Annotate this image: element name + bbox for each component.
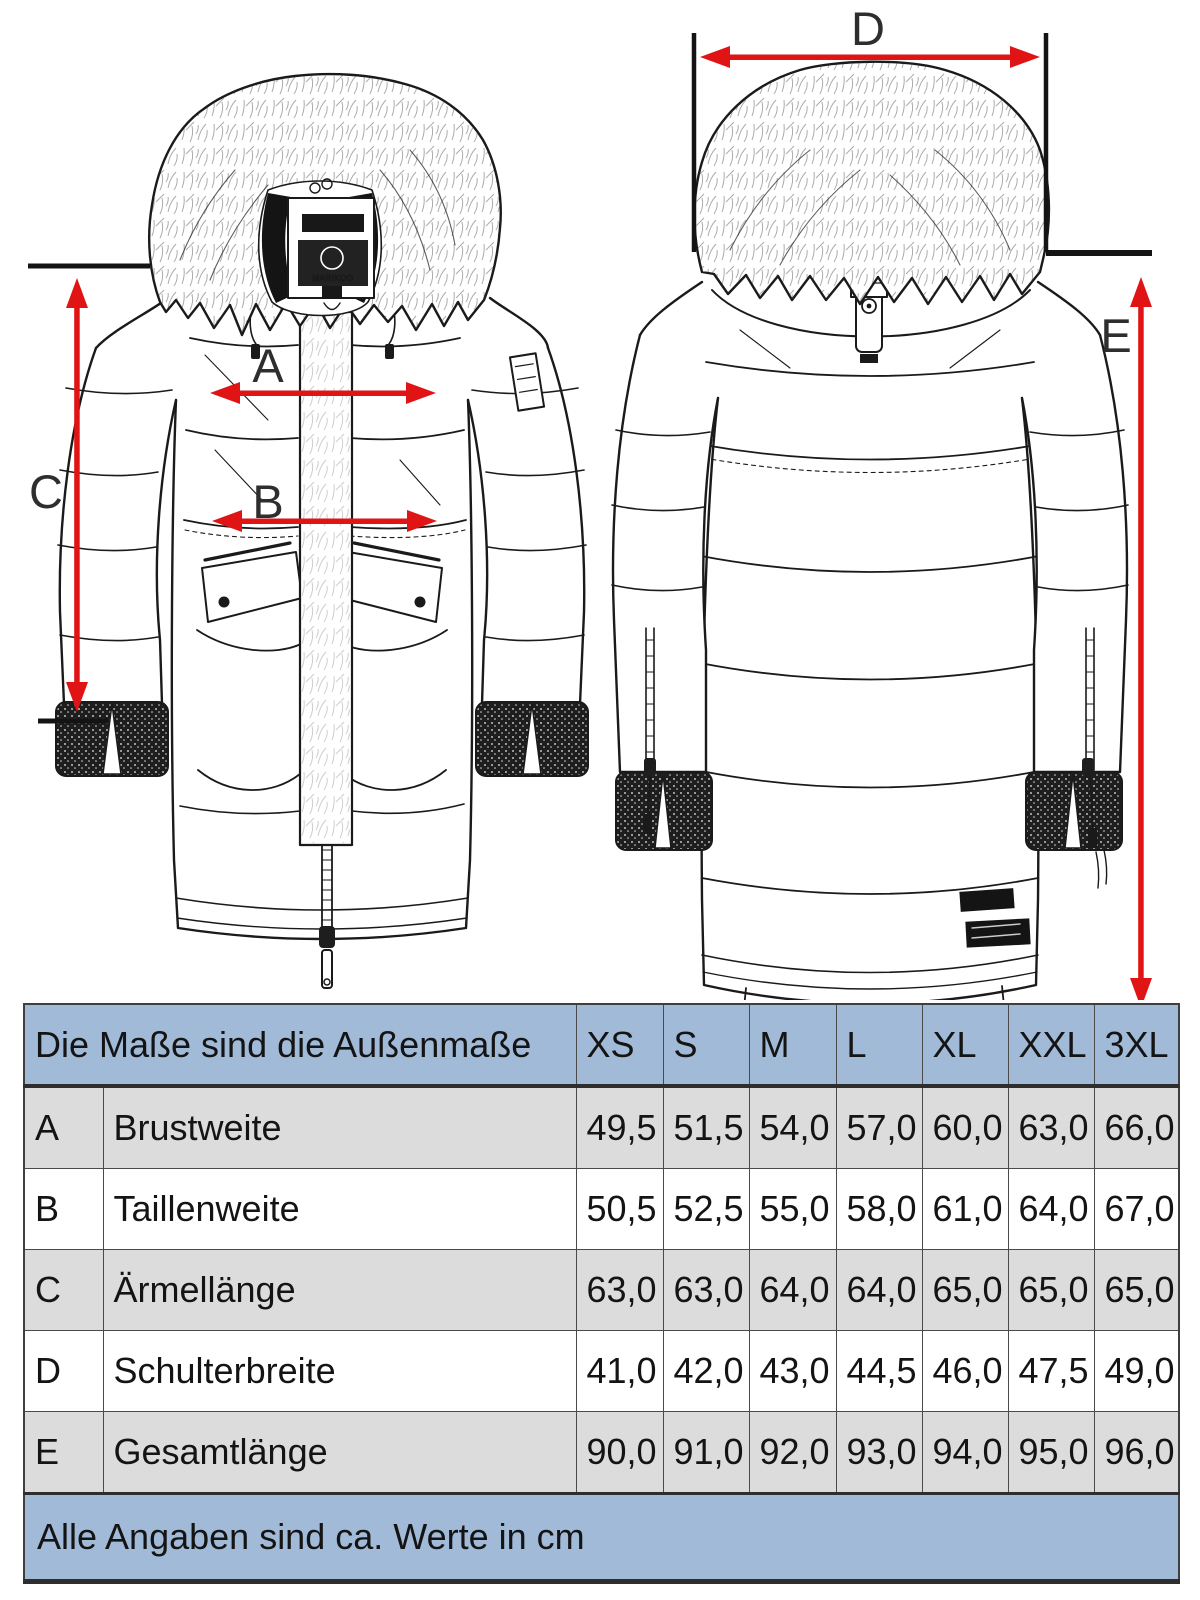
value-cell: 96,0 (1094, 1412, 1179, 1494)
value-cell: 47,5 (1008, 1331, 1094, 1412)
value-cell: 66,0 (1094, 1086, 1179, 1169)
row-label: Schulterbreite (103, 1331, 576, 1412)
size-col-xs: XS (576, 1004, 663, 1086)
size-col-l: L (836, 1004, 922, 1086)
row-key: A (24, 1086, 103, 1169)
value-cell: 91,0 (663, 1412, 749, 1494)
front-view-drawing (56, 74, 588, 988)
value-cell: 65,0 (1094, 1250, 1179, 1331)
value-cell: 90,0 (576, 1412, 663, 1494)
brand-label (288, 198, 374, 310)
size-table-footnote: Alle Angaben sind ca. Werte in cm (24, 1494, 1179, 1582)
front-right-sleeve (468, 348, 588, 776)
value-cell: 64,0 (836, 1250, 922, 1331)
value-cell: 94,0 (922, 1412, 1008, 1494)
value-cell: 41,0 (576, 1331, 663, 1412)
table-row-brustweite (24, 1086, 1179, 1169)
value-cell: 44,5 (836, 1331, 922, 1412)
measure-b-label: B (252, 475, 284, 528)
row-label: Gesamtlänge (103, 1412, 576, 1494)
value-cell: 60,0 (922, 1086, 1008, 1169)
value-cell: 65,0 (922, 1250, 1008, 1331)
value-cell: 61,0 (922, 1169, 1008, 1250)
size-table-title: Die Maße sind die Außenmaße (24, 1004, 576, 1086)
measure-e-label: E (1100, 309, 1132, 362)
back-fur-hood (695, 62, 1049, 304)
row-key: B (24, 1169, 103, 1250)
value-cell: 67,0 (1094, 1169, 1179, 1250)
value-cell: 63,0 (663, 1250, 749, 1331)
measure-d-label: D (851, 2, 885, 55)
value-cell: 50,5 (576, 1169, 663, 1250)
row-key: C (24, 1250, 103, 1331)
measure-c-label: C (29, 465, 63, 518)
size-col-s: S (663, 1004, 749, 1086)
front-left-sleeve (56, 348, 176, 776)
table-row-taillenweite (24, 1169, 1179, 1250)
back-view-drawing (612, 62, 1128, 1000)
value-cell: 49,5 (576, 1086, 663, 1169)
size-table-container (23, 1003, 1180, 1584)
value-cell: 63,0 (576, 1250, 663, 1331)
value-cell: 54,0 (749, 1086, 836, 1169)
value-cell: 43,0 (749, 1331, 836, 1412)
front-fur-hood (149, 74, 501, 335)
size-col-xl: XL (922, 1004, 1008, 1086)
value-cell: 95,0 (1008, 1412, 1094, 1494)
table-row-aermellaenge (24, 1250, 1179, 1331)
measure-a-label: A (252, 339, 284, 392)
row-key: D (24, 1331, 103, 1412)
back-body (700, 362, 1040, 1000)
size-col-3xl: 3XL (1094, 1004, 1179, 1086)
back-right-sleeve (1022, 335, 1128, 888)
table-row-schulterbreite (24, 1331, 1179, 1412)
size-table (23, 1003, 1180, 1584)
row-key: E (24, 1412, 103, 1494)
value-cell: 93,0 (836, 1412, 922, 1494)
size-table-header-row (24, 1004, 1179, 1086)
value-cell: 65,0 (1008, 1250, 1094, 1331)
brand-label-text: MARIKOO (312, 274, 354, 283)
row-label: Ärmellänge (103, 1250, 576, 1331)
measure-e-arrow (1130, 277, 1152, 1000)
value-cell: 64,0 (749, 1250, 836, 1331)
row-label: Taillenweite (103, 1169, 576, 1250)
value-cell: 58,0 (836, 1169, 922, 1250)
value-cell: 46,0 (922, 1331, 1008, 1412)
size-col-m: M (749, 1004, 836, 1086)
value-cell: 64,0 (1008, 1169, 1094, 1250)
size-table-footer-row (24, 1494, 1179, 1582)
value-cell: 52,5 (663, 1169, 749, 1250)
back-left-sleeve (612, 335, 718, 850)
value-cell: 92,0 (749, 1412, 836, 1494)
value-cell: 42,0 (663, 1331, 749, 1412)
value-cell: 51,5 (663, 1086, 749, 1169)
value-cell: 49,0 (1094, 1331, 1179, 1412)
value-cell: 55,0 (749, 1169, 836, 1250)
table-row-gesamtlaenge (24, 1412, 1179, 1494)
value-cell: 57,0 (836, 1086, 922, 1169)
size-col-xxl: XXL (1008, 1004, 1094, 1086)
row-label: Brustweite (103, 1086, 576, 1169)
value-cell: 63,0 (1008, 1086, 1094, 1169)
